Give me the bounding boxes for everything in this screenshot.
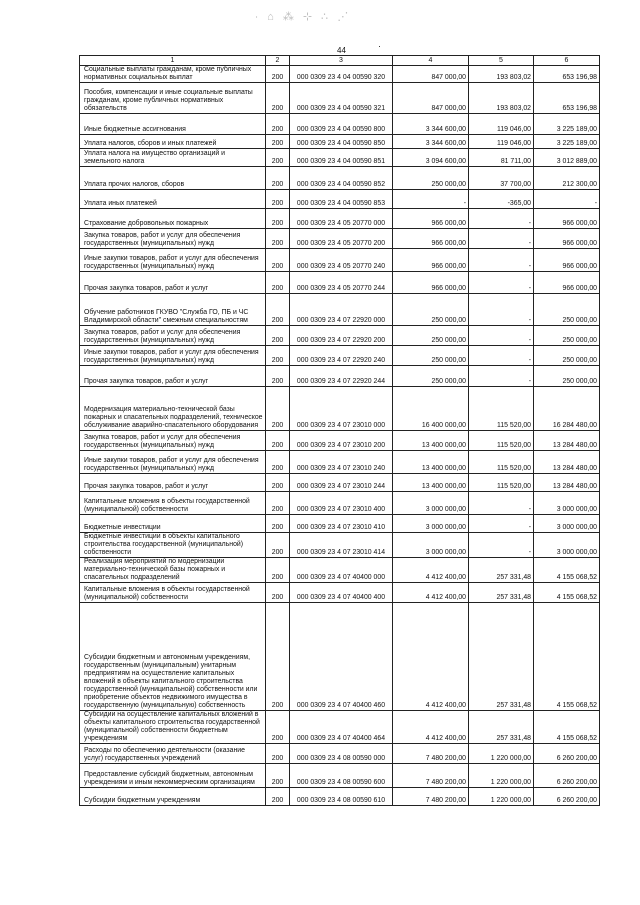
planned-amount-cell: 3 000 000,00: [393, 492, 469, 515]
executed-amount-cell: 115 520,00: [469, 387, 534, 431]
row-code-cell: 200: [266, 603, 290, 711]
table-row: [80, 744, 600, 764]
row-code-cell: 200: [266, 272, 290, 294]
row-name-cell: Бюджетные инвестиции в объекты капитального строительства государственной (муниципальной) собственности: [80, 533, 266, 558]
executed-amount-cell: 37 700,00: [469, 167, 534, 190]
row-name-cell: Субсидии бюджетным и автономным учреждениям, государственным (муниципальным) унитарным предприятиям на осуществление капитальных вложений в объекты капитального строительства государственной (муниципальной) собственности или приобретение объектов недвижимого имущества в государственную (муниципальную) собственность: [80, 603, 266, 711]
executed-amount-cell: -: [469, 515, 534, 533]
executed-amount-cell: 1 220 000,00: [469, 788, 534, 806]
remaining-amount-cell: 3 000 000,00: [534, 515, 600, 533]
budget-code-cell: 000 0309 23 4 07 22920 240: [290, 346, 393, 366]
row-name-cell: Капитальные вложения в объекты государственной (муниципальной) собственности: [80, 492, 266, 515]
table-row: [80, 229, 600, 249]
budget-code-cell: 000 0309 23 4 04 00590 853: [290, 190, 393, 209]
row-code-cell: 200: [266, 346, 290, 366]
table-row: [80, 366, 600, 387]
executed-amount-cell: -: [469, 272, 534, 294]
planned-amount-cell: 3 000 000,00: [393, 533, 469, 558]
row-code-cell: 200: [266, 249, 290, 272]
table-row: [80, 711, 600, 744]
row-name-cell: Реализация мероприятий по модернизации материально-технической базы пожарных и спасательных подразделений: [80, 558, 266, 583]
row-code-cell: 200: [266, 387, 290, 431]
executed-amount-cell: 1 220 000,00: [469, 764, 534, 788]
row-name-cell: Прочая закупка товаров, работ и услуг: [80, 366, 266, 387]
row-code-cell: 200: [266, 711, 290, 744]
table-row: [80, 294, 600, 326]
row-name-cell: Прочая закупка товаров, работ и услуг: [80, 272, 266, 294]
table-row: [80, 492, 600, 515]
table-row: [80, 249, 600, 272]
budget-code-cell: 000 0309 23 4 07 23010 240: [290, 451, 393, 474]
row-code-cell: 200: [266, 66, 290, 83]
row-name-cell: Иные закупки товаров, работ и услуг для обеспечения государственных (муниципальных) нужд: [80, 451, 266, 474]
budget-code-cell: 000 0309 23 4 04 00590 320: [290, 66, 393, 83]
planned-amount-cell: 250 000,00: [393, 294, 469, 326]
planned-amount-cell: 3 344 600,00: [393, 114, 469, 135]
table-row: [80, 209, 600, 229]
executed-amount-cell: 193 803,02: [469, 66, 534, 83]
executed-amount-cell: 81 711,00: [469, 149, 534, 167]
planned-amount-cell: 4 412 400,00: [393, 603, 469, 711]
remaining-amount-cell: 250 000,00: [534, 294, 600, 326]
row-name-cell: Иные бюджетные ассигнования: [80, 114, 266, 135]
row-name-cell: Уплата налогов, сборов и иных платежей: [80, 135, 266, 149]
table-row: [80, 533, 600, 558]
column-header: 5: [469, 56, 534, 66]
column-header: 6: [534, 56, 600, 66]
remaining-amount-cell: 4 155 068,52: [534, 711, 600, 744]
executed-amount-cell: 115 520,00: [469, 474, 534, 492]
column-header: 3: [290, 56, 393, 66]
planned-amount-cell: 250 000,00: [393, 167, 469, 190]
executed-amount-cell: -: [469, 249, 534, 272]
budget-code-cell: 000 0309 23 4 07 40400 400: [290, 583, 393, 603]
remaining-amount-cell: 966 000,00: [534, 209, 600, 229]
budget-code-cell: 000 0309 23 4 07 23010 244: [290, 474, 393, 492]
remaining-amount-cell: 16 284 480,00: [534, 387, 600, 431]
row-code-cell: 200: [266, 366, 290, 387]
remaining-amount-cell: 13 284 480,00: [534, 451, 600, 474]
remaining-amount-cell: 250 000,00: [534, 366, 600, 387]
table-row: [80, 326, 600, 346]
planned-amount-cell: 7 480 200,00: [393, 744, 469, 764]
budget-code-cell: 000 0309 23 4 04 00590 850: [290, 135, 393, 149]
budget-code-cell: 000 0309 23 4 05 20770 000: [290, 209, 393, 229]
row-name-cell: Иные закупки товаров, работ и услуг для обеспечения государственных (муниципальных) нужд: [80, 346, 266, 366]
budget-code-cell: 000 0309 23 4 07 22920 200: [290, 326, 393, 346]
column-number-row: [80, 56, 600, 66]
budget-code-cell: 000 0309 23 4 07 23010 410: [290, 515, 393, 533]
remaining-amount-cell: 13 284 480,00: [534, 474, 600, 492]
budget-code-cell: 000 0309 23 4 08 00590 000: [290, 744, 393, 764]
column-header: 4: [393, 56, 469, 66]
planned-amount-cell: 250 000,00: [393, 326, 469, 346]
remaining-amount-cell: 250 000,00: [534, 346, 600, 366]
planned-amount-cell: 7 480 200,00: [393, 788, 469, 806]
row-code-cell: 200: [266, 209, 290, 229]
planned-amount-cell: 13 400 000,00: [393, 474, 469, 492]
row-code-cell: 200: [266, 583, 290, 603]
remaining-amount-cell: 4 155 068,52: [534, 603, 600, 711]
executed-amount-cell: 257 331,48: [469, 583, 534, 603]
table-row: [80, 83, 600, 114]
executed-amount-cell: 115 520,00: [469, 451, 534, 474]
remaining-amount-cell: 250 000,00: [534, 326, 600, 346]
executed-amount-cell: -: [469, 366, 534, 387]
row-code-cell: 200: [266, 492, 290, 515]
row-code-cell: 200: [266, 744, 290, 764]
table-row: [80, 167, 600, 190]
table-row: [80, 135, 600, 149]
row-code-cell: 200: [266, 149, 290, 167]
table-row: [80, 149, 600, 167]
row-name-cell: Пособия, компенсации и иные социальные выплаты гражданам, кроме публичных нормативных обязательств: [80, 83, 266, 114]
page-number: 44: [337, 46, 346, 55]
remaining-amount-cell: 653 196,98: [534, 83, 600, 114]
remaining-amount-cell: 4 155 068,52: [534, 558, 600, 583]
planned-amount-cell: 3 000 000,00: [393, 515, 469, 533]
planned-amount-cell: 250 000,00: [393, 346, 469, 366]
table-row: [80, 66, 600, 83]
remaining-amount-cell: 3 000 000,00: [534, 492, 600, 515]
table-row: [80, 431, 600, 451]
planned-amount-cell: 3 344 600,00: [393, 135, 469, 149]
planned-amount-cell: 250 000,00: [393, 366, 469, 387]
planned-amount-cell: 847 000,00: [393, 66, 469, 83]
row-code-cell: 200: [266, 788, 290, 806]
table-row: [80, 583, 600, 603]
table-row: [80, 788, 600, 806]
row-name-cell: Закупка товаров, работ и услуг для обеспечения государственных (муниципальных) нужд: [80, 229, 266, 249]
executed-amount-cell: 1 220 000,00: [469, 744, 534, 764]
row-code-cell: 200: [266, 474, 290, 492]
row-name-cell: Закупка товаров, работ и услуг для обеспечения государственных (муниципальных) нужд: [80, 326, 266, 346]
budget-code-cell: 000 0309 23 4 05 20770 240: [290, 249, 393, 272]
row-code-cell: 200: [266, 229, 290, 249]
row-name-cell: Закупка товаров, работ и услуг для обеспечения государственных (муниципальных) нужд: [80, 431, 266, 451]
executed-amount-cell: 193 803,02: [469, 83, 534, 114]
planned-amount-cell: 13 400 000,00: [393, 431, 469, 451]
row-name-cell: Уплата налога на имущество организаций и земельного налога: [80, 149, 266, 167]
row-name-cell: Бюджетные инвестиции: [80, 515, 266, 533]
remaining-amount-cell: 4 155 068,52: [534, 583, 600, 603]
budget-code-cell: 000 0309 23 4 08 00590 600: [290, 764, 393, 788]
row-code-cell: 200: [266, 558, 290, 583]
row-name-cell: Иные закупки товаров, работ и услуг для обеспечения государственных (муниципальных) нужд: [80, 249, 266, 272]
table-row: [80, 387, 600, 431]
table-row: [80, 346, 600, 366]
remaining-amount-cell: 3 225 189,00: [534, 135, 600, 149]
table-row: [80, 764, 600, 788]
table-row: [80, 515, 600, 533]
row-code-cell: 200: [266, 451, 290, 474]
planned-amount-cell: 4 412 400,00: [393, 558, 469, 583]
executed-amount-cell: 119 046,00: [469, 135, 534, 149]
budget-code-cell: 000 0309 23 4 04 00590 800: [290, 114, 393, 135]
row-code-cell: 200: [266, 135, 290, 149]
remaining-amount-cell: 6 260 200,00: [534, 764, 600, 788]
executed-amount-cell: 257 331,48: [469, 711, 534, 744]
table-row: [80, 272, 600, 294]
row-name-cell: Уплата прочих налогов, сборов: [80, 167, 266, 190]
table-row: [80, 190, 600, 209]
row-name-cell: Социальные выплаты гражданам, кроме публичных нормативных социальных выплат: [80, 66, 266, 83]
remaining-amount-cell: 966 000,00: [534, 272, 600, 294]
table-row: [80, 558, 600, 583]
planned-amount-cell: 16 400 000,00: [393, 387, 469, 431]
row-code-cell: 200: [266, 431, 290, 451]
budget-code-cell: 000 0309 23 4 05 20770 200: [290, 229, 393, 249]
executed-amount-cell: -: [469, 294, 534, 326]
column-header: 1: [80, 56, 266, 66]
planned-amount-cell: 847 000,00: [393, 83, 469, 114]
remaining-amount-cell: 6 260 200,00: [534, 744, 600, 764]
row-code-cell: 200: [266, 764, 290, 788]
mark-dot: ·: [378, 41, 381, 51]
executed-amount-cell: -: [469, 533, 534, 558]
executed-amount-cell: -: [469, 229, 534, 249]
row-name-cell: Прочая закупка товаров, работ и услуг: [80, 474, 266, 492]
row-name-cell: Субсидии на осуществление капитальных вложений в объекты капитального строительства государственной (муниципальной) собственности бюджетным учреждениям: [80, 711, 266, 744]
executed-amount-cell: 119 046,00: [469, 114, 534, 135]
row-name-cell: Уплата иных платежей: [80, 190, 266, 209]
budget-code-cell: 000 0309 23 4 07 23010 000: [290, 387, 393, 431]
executed-amount-cell: -: [469, 492, 534, 515]
budget-code-cell: 000 0309 23 4 07 40400 464: [290, 711, 393, 744]
budget-code-cell: 000 0309 23 4 07 23010 200: [290, 431, 393, 451]
remaining-amount-cell: 6 260 200,00: [534, 788, 600, 806]
row-code-cell: 200: [266, 533, 290, 558]
remaining-amount-cell: 653 196,98: [534, 66, 600, 83]
row-name-cell: Модернизация материально-технической базы пожарных и спасательных подразделений, техническое обслуживание аварийно-спасательного оборудования: [80, 387, 266, 431]
row-code-cell: 200: [266, 167, 290, 190]
executed-amount-cell: -: [469, 346, 534, 366]
row-code-cell: 200: [266, 515, 290, 533]
remaining-amount-cell: 3 012 889,00: [534, 149, 600, 167]
faded-stamp: ∙ ⌂ ⁂ ⊹ ∴ ⋰: [255, 11, 352, 23]
planned-amount-cell: 966 000,00: [393, 272, 469, 294]
row-code-cell: 200: [266, 190, 290, 209]
column-header: 2: [266, 56, 290, 66]
remaining-amount-cell: 966 000,00: [534, 229, 600, 249]
planned-amount-cell: 966 000,00: [393, 249, 469, 272]
executed-amount-cell: -365,00: [469, 190, 534, 209]
table-row: [80, 114, 600, 135]
budget-table: [79, 55, 600, 806]
executed-amount-cell: 257 331,48: [469, 603, 534, 711]
budget-code-cell: 000 0309 23 4 05 20770 244: [290, 272, 393, 294]
remaining-amount-cell: 13 284 480,00: [534, 431, 600, 451]
planned-amount-cell: 4 412 400,00: [393, 711, 469, 744]
budget-code-cell: 000 0309 23 4 04 00590 321: [290, 83, 393, 114]
planned-amount-cell: 966 000,00: [393, 209, 469, 229]
executed-amount-cell: -: [469, 326, 534, 346]
planned-amount-cell: 13 400 000,00: [393, 451, 469, 474]
budget-code-cell: 000 0309 23 4 07 22920 244: [290, 366, 393, 387]
executed-amount-cell: 257 331,48: [469, 558, 534, 583]
row-name-cell: Страхование добровольных пожарных: [80, 209, 266, 229]
row-code-cell: 200: [266, 294, 290, 326]
row-code-cell: 200: [266, 326, 290, 346]
executed-amount-cell: -: [469, 209, 534, 229]
table-row: [80, 474, 600, 492]
remaining-amount-cell: 966 000,00: [534, 249, 600, 272]
table-row: [80, 603, 600, 711]
planned-amount-cell: -: [393, 190, 469, 209]
budget-code-cell: 000 0309 23 4 08 00590 610: [290, 788, 393, 806]
planned-amount-cell: 4 412 400,00: [393, 583, 469, 603]
row-code-cell: 200: [266, 83, 290, 114]
remaining-amount-cell: -: [534, 190, 600, 209]
budget-code-cell: 000 0309 23 4 07 40400 000: [290, 558, 393, 583]
budget-code-cell: 000 0309 23 4 04 00590 852: [290, 167, 393, 190]
budget-code-cell: 000 0309 23 4 07 22920 000: [290, 294, 393, 326]
table-row: [80, 451, 600, 474]
planned-amount-cell: 3 094 600,00: [393, 149, 469, 167]
planned-amount-cell: 7 480 200,00: [393, 764, 469, 788]
row-name-cell: Предоставление субсидий бюджетным, автономным учреждениям и иным некоммерческим организациям: [80, 764, 266, 788]
planned-amount-cell: 966 000,00: [393, 229, 469, 249]
executed-amount-cell: 115 520,00: [469, 431, 534, 451]
row-name-cell: Обучение работников ГКУВО "Служба ГО, ПБ и ЧС Владимирской области" смежным специальностям: [80, 294, 266, 326]
row-code-cell: 200: [266, 114, 290, 135]
row-name-cell: Субсидии бюджетным учреждениям: [80, 788, 266, 806]
budget-code-cell: 000 0309 23 4 07 23010 400: [290, 492, 393, 515]
row-name-cell: Расходы по обеспечению деятельности (оказание услуг) государственных учреждений: [80, 744, 266, 764]
remaining-amount-cell: 212 300,00: [534, 167, 600, 190]
row-name-cell: Капитальные вложения в объекты государственной (муниципальной) собственности: [80, 583, 266, 603]
budget-code-cell: 000 0309 23 4 07 40400 460: [290, 603, 393, 711]
budget-code-cell: 000 0309 23 4 04 00590 851: [290, 149, 393, 167]
remaining-amount-cell: 3 000 000,00: [534, 533, 600, 558]
budget-code-cell: 000 0309 23 4 07 23010 414: [290, 533, 393, 558]
remaining-amount-cell: 3 225 189,00: [534, 114, 600, 135]
